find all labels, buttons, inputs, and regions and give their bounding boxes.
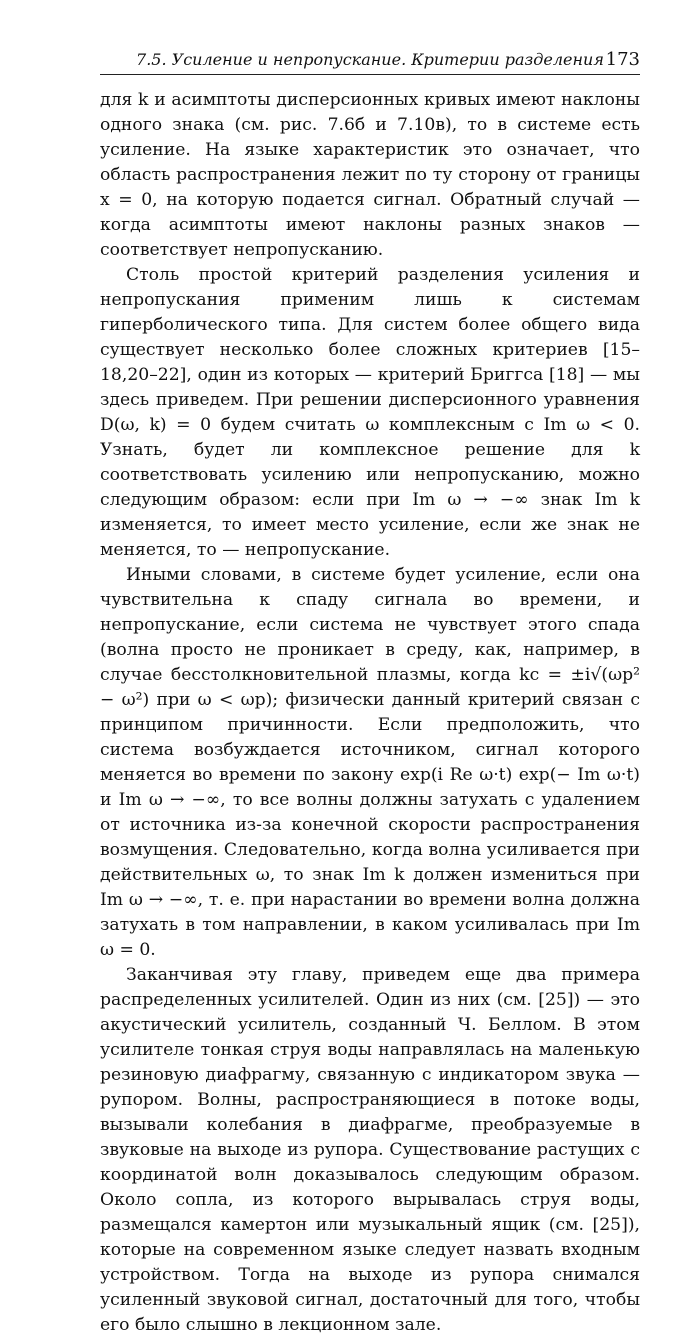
running-header xyxy=(100,46,640,75)
page-number: 173 xyxy=(605,49,640,70)
paragraph-3: Иными словами, в системе будет усиление, если она чувствительна к спаду сигнала во времени, и непропускание, если система не чувствует этого спада (волна просто не проникает в среду, как, например, в случае бесстолкновительной плазмы, когда kc = ±i√(ωp² − ω²) при ω < ωp); физически данный критерий связан с принципом причинности. Если предположить, что система возбуждается источником, сигнал которого меняется во времени по закону exp(i Re ω·t) exp(− Im ω·t) и Im ω → −∞, то все волны должны затухать с удалением от источника из-за конечной скорости распространения возмущения. Следовательно, когда волна усиливается при действительных ω, то знак Im k должен измениться при Im ω → −∞, т. е. при нарастании во времени волна должна затухать в том направлении, в каком усиливалась при Im ω = 0. xyxy=(100,565,640,960)
paragraph-1: для k и асимптоты дисперсионных кривых имеют наклоны одного знака (см. рис. 7.6б и 7.10в), то в системе есть усиление. На языке характеристик это означает, что область распространения лежит по ту сторону от границы x = 0, на которую подается сигнал. Обратный случай — когда асимптоты имеют наклоны разных знаков — соответствует непропусканию. xyxy=(100,90,640,260)
text-body xyxy=(100,88,640,1338)
running-header-title: 7.5. Усиление и непропускание. Критерии разделения xyxy=(136,50,604,69)
paragraph-2: Столь простой критерий разделения усиления и непропускания применим лишь к системам гиперболического типа. Для систем более общего вида существует несколько более сложных критериев [15–18,20–22], один из которых — критерий Бриггса [18] — мы здесь приведем. При решении дисперсионного уравнения D(ω, k) = 0 будем считать ω комплексным с Im ω < 0. Узнать, будет ли комплексное решение для k соответствовать усилению или непропусканию, можно следующим образом: если при Im ω → −∞ знак Im k изменяется, то имеет место усиление, если же знак не меняется, то — непропускание. xyxy=(100,265,640,560)
paragraph-4: Заканчивая эту главу, приведем еще два примера распределенных усилителей. Один из них (см. [25]) — это акустический усилитель, созданный Ч. Беллом. В этом усилителе тонкая струя воды направлялась на маленькую резиновую диафрагму, связанную с индикатором звука — рупором. Волны, распространяющиеся в потоке воды, вызывали колебания в диафрагме, преобразуемые в звуковые на выходе из рупора. Существование растущих с координатой волн доказывалось следующим образом. Около сопла, из которого вырывалась струя воды, размещался камертон или музыкальный ящик (см. [25]), которые на современном языке следует назвать входным устройством. Тогда на выходе из рупора снимался усиленный звуковой сигнал, достаточный для того, чтобы его было слышно в лекционном зале. xyxy=(100,965,640,1335)
